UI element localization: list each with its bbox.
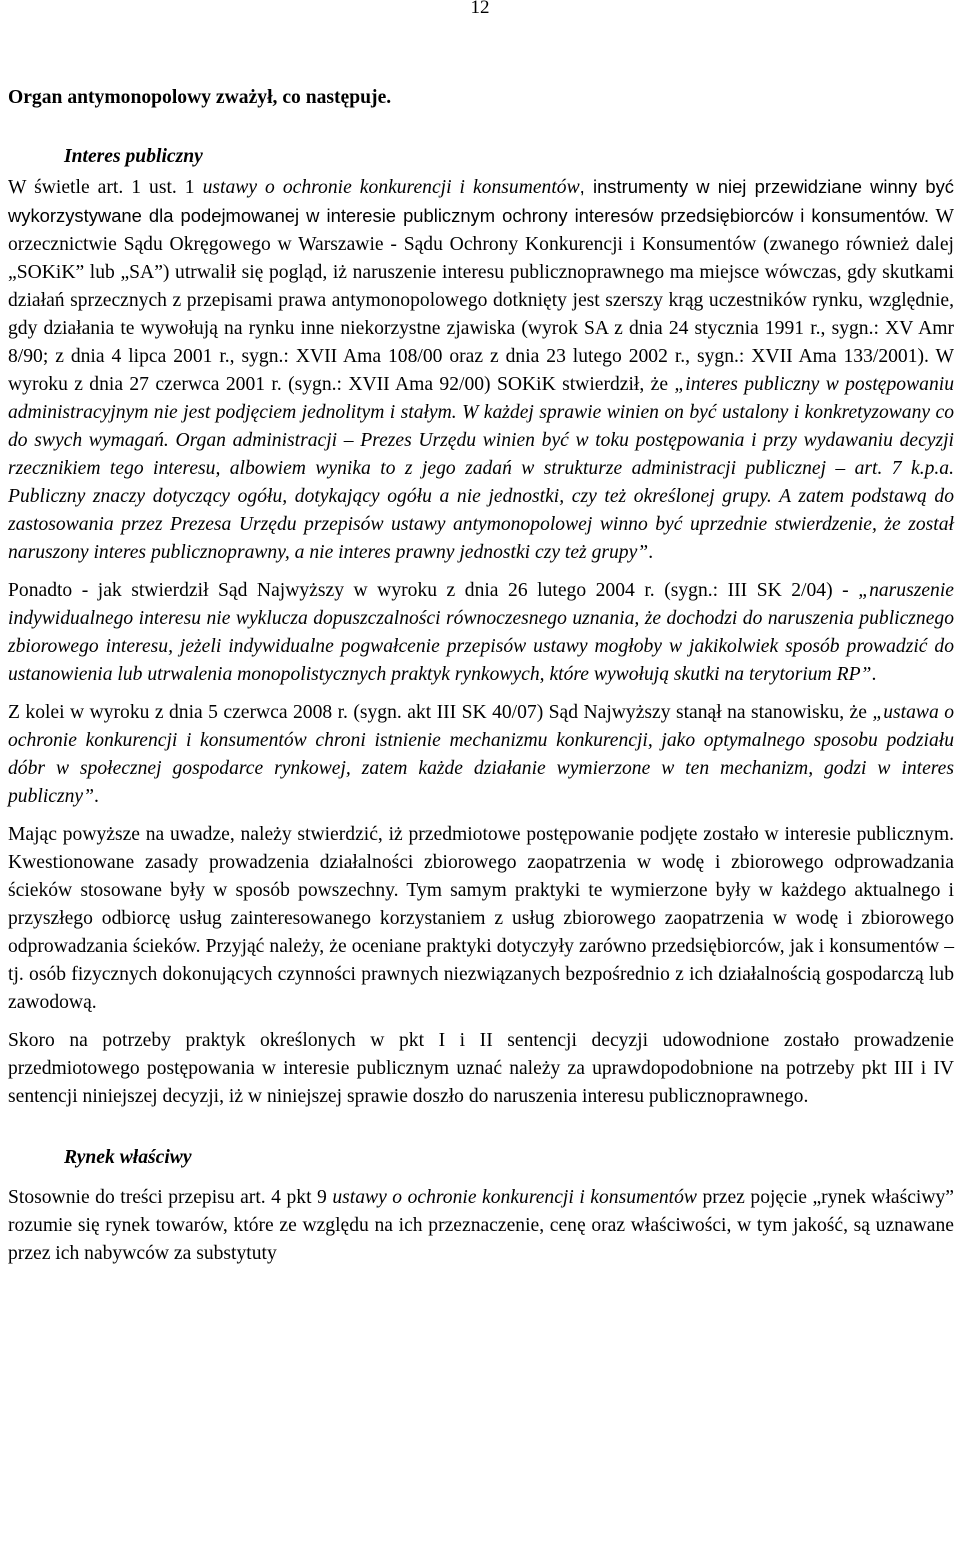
text-segment: . [648,542,654,563]
text-segment: przez pojęcie „rynek właściwy” rozumie się rynek towarów, które ze względu na ich przeznaczenie, cenę oraz właściwości, w tym jakość, są uznawane przez ich nabywców za substytuty [8,1187,954,1264]
section-title-rynek-wlasciwy: Rynek właściwy [64,1147,192,1168]
court-quote: „interes publiczny w postępowaniu administracyjnym nie jest podjęciem jednolitym i stałym. W każdej sprawie winien on być ustalony i konkretyzowany co do swych wymagań. Organ administracji – Prezes Urzędu winien być w toku postępowania i przy wydawaniu decyzji rzecznikiem tego interesu, albowiem wynika to z jego zadań w strukturze administracji publicznej – art. 7 k.p.a. Publiczny znaczy dotyczący ogółu, dotykający ogółu a nie jednostki, czy też określonej grupy. A zatem podstawą do zastosowania przez Prezesa Urzędu przepisów ustawy antymonopolowej winno być uprzednie stwierdzenie, że został naruszony interes publicznoprawny, a nie interes prawny jednostki czy też grupy” [8,374,954,563]
text-segment: W świetle art. 1 ust. 1 [8,177,203,198]
paragraph-supreme-court-2004 [8,577,954,689]
text-segment: , instrumenty w niej przewidziane winny być wykorzystywane dla podejmowanej w interesie publicznym ochrony interesów przedsiębiorców i konsumentów. [8,176,955,226]
document-body [8,84,954,1268]
text-segment: Stosownie do treści przepisu art. 4 pkt 9 [8,1187,333,1208]
paragraph-conclusion-public-interest: Mając powyższe na uwadze, należy stwierdzić, iż przedmiotowe postępowanie podjęte zostało w interesie publicznym. Kwestionowane zasady prowadzenia działalności zbiorowego zaopatrzenia w wodę i zbiorowego odprowadzania ścieków stosowane były w sposób powszechny. Tym samym praktyki te wymierzone były w każdego aktualnego i przyszłego odbiorcę usług zainteresowanego korzystaniem z usług zbiorowego zaopatrzenia w wodę i zbiorowego odprowadzania ścieków. Przyjąć należy, że oceniane praktyki dotyczyły zarówno przedsiębiorców, jak i konsumentów – tj. osób fizycznych dokonujących czynności prawnych niezwiązanych bezpośrednio z ich działalnością gospodarczą lub zawodową. [8,824,954,1013]
text-segment: . [871,664,877,685]
court-quote: „ustawa o ochronie konkurencji i konsumentów chroni istnienie mechanizmu konkurencji, jako optymalnego sposobu podziału dóbr w społecznej gospodarce rynkowej, zatem każde działanie wymierzone w ten mechanizm, godzi w interes publiczny” [8,702,954,807]
paragraph-interes-intro [8,173,954,567]
text-segment: Ponadto - jak stwierdził Sąd Najwyższy w wyroku z dnia 26 lutego 2004 r. (sygn.: III SK 2/04) - [8,580,859,601]
section-title-interes-publiczny: Interes publiczny [64,146,203,167]
court-quote: „naruszenie indywidualnego interesu nie wyklucza dopuszczalności równoczesnego uznania, że dochodzi do naruszenia publicznego zbiorowego interesu, jeżeli indywidualne pogwałcenie przepisów ustawy mogłoby w jakikolwiek sposób prowadzić do ustanowienia lub utrwalenia monopolistycznych praktyk rynkowych, które wywołują skutki na terytorium RP” [8,580,954,685]
text-segment: Z kolei w wyroku z dnia 5 czerwca 2008 r. (sygn. akt III SK 40/07) Sąd Najwyższy stanął na stanowisku, że [8,702,873,723]
paragraph-public-interest-probability: Skoro na potrzeby praktyk określonych w pkt I i II sentencji decyzji udowodnione zostało prowadzenie przedmiotowego postępowania w interesie publicznym uznać należy za uprawdopodobnione na potrzeby pkt III i IV sentencji niniejszej decyzji, iż w niniejszej sprawie doszło do naruszenia interesu publicznoprawnego. [8,1030,954,1107]
text-segment: W orzecznictwie Sądu Okręgowego w Warszawie - Sądu Ochrony Konkurencji i Konsumentów (zwanego również dalej „SOKiK” lub „SA”) utrwalił się pogląd, iż naruszenie interesu publicznoprawnego ma miejsce wówczas, gdy skutkami działań sprzecznych z przepisami prawa antymonopolowego dotknięty jest szerszy krąg uczestników rynku, względnie, gdy działania te wywołują na rynku inne niekorzystne zjawiska (wyrok SA z dnia 24 stycznia 1991 r., sygn.: XV Amr 8/90; z dnia 4 lipca 2001 r., sygn.: XVII Ama 108/00 oraz z dnia 23 lutego 2002 r., sygn.: XVII Ama 133/2001). W wyroku z dnia 27 czerwca 2001 r. (sygn.: XVII Ama 92/00) SOKiK stwierdził, że [8,206,954,395]
paragraph-supreme-court-2008 [8,699,954,811]
decision-heading: Organ antymonopolowy zważył, co następuje. [8,87,392,108]
page-number: 12 [470,0,490,18]
paragraph-rynek-definition [8,1184,954,1268]
text-segment: . [94,786,99,807]
statute-name: ustawy o ochronie konkurencji i konsumentów [202,177,580,198]
statute-name: ustawy o ochronie konkurencji i konsumentów [332,1187,697,1208]
